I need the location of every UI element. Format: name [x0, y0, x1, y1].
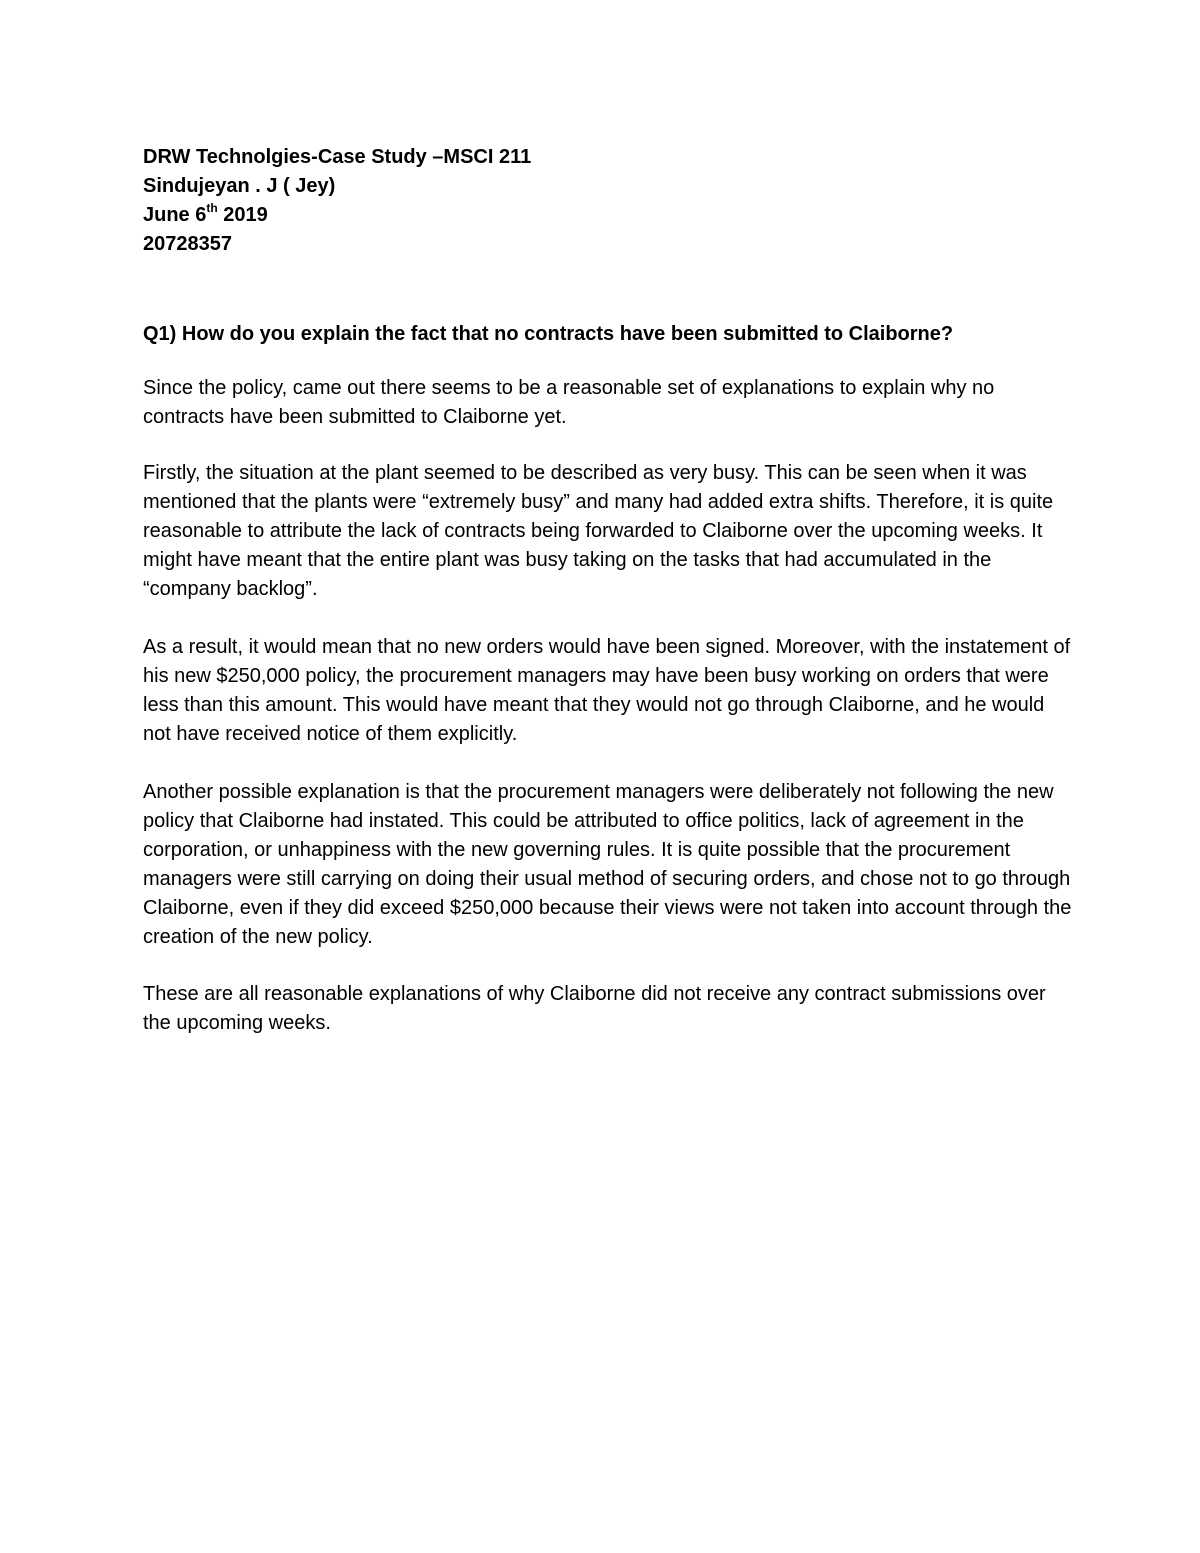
paragraph-policy-threshold: As a result, it would mean that no new orders would have been signed. Moreover, with the instatement of his new $250,000 policy, the procurement managers may have been busy working on orders that were less than this amount. This would have meant that they would not go through Claiborne, and he would not have received notice of them explicitly.: [143, 636, 1071, 745]
paragraph-conclusion: These are all reasonable explanations of why Claiborne did not receive any contract submissions over the upcoming weeks.: [143, 983, 1046, 1034]
document-date: [143, 201, 1073, 230]
date-superscript: th: [206, 201, 218, 216]
date-year: 2019: [217, 204, 268, 226]
document-title: DRW Technolgies-Case Study –MSCI 211: [143, 146, 532, 168]
document-content: [143, 143, 1073, 1034]
question-heading: Q1) How do you explain the fact that no contracts have been submitted to Claiborne?: [143, 323, 954, 345]
student-id: 20728357: [143, 233, 232, 255]
author-name: Sindujeyan . J ( Jey): [143, 175, 336, 197]
paragraph-busy-plant: Firstly, the situation at the plant seemed to be described as very busy. This can be seen when it was mentioned that the plants were “extremely busy” and many had added extra shifts. Therefore, it is quite reasonable to attribute the lack of contracts being forwarded to Claiborne over the upcoming weeks. It might have meant that the entire plant was busy taking on the tasks that had accumulated in the “company backlog”.: [143, 462, 1054, 600]
date-prefix: June 6: [143, 204, 207, 226]
paragraph-intro: Since the policy, came out there seems to be a reasonable set of explanations to explain why no contracts have been submitted to Claiborne yet.: [143, 377, 995, 428]
paragraph-deliberate: Another possible explanation is that the procurement managers were deliberately not following the new policy that Claiborne had instated. This could be attributed to office politics, lack of agreement in the corporation, or unhappiness with the new governing rules. It is quite possible that the procurement managers were still carrying on doing their usual method of securing orders, and chose not to go through Claiborne, even if they did exceed $250,000 because their views were not taken into account through the creation of the new policy.: [143, 781, 1072, 948]
